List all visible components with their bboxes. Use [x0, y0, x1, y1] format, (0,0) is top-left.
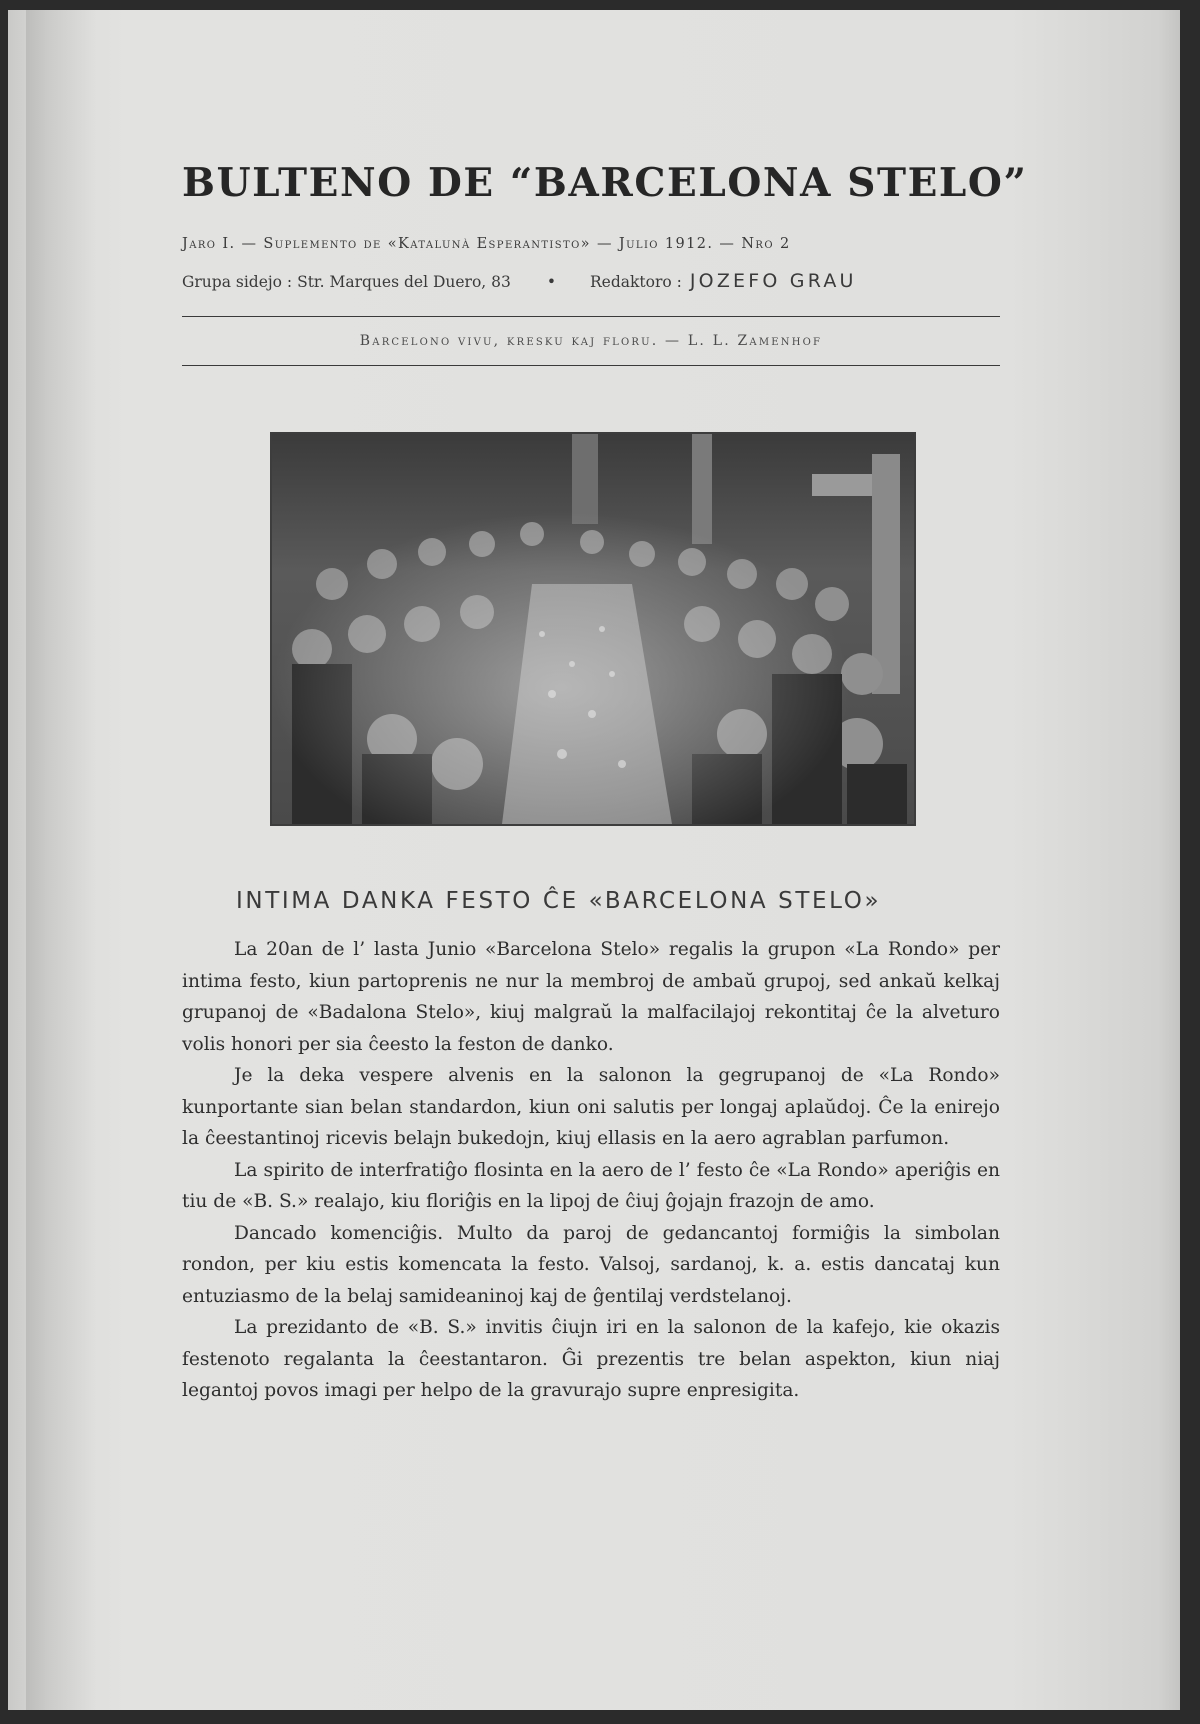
article-paragraph: Dancado komenciĝis. Multo da paroj de gedancantoj formiĝis la simbolan rondon, per kiu estis komencata la festo. Valsoj, sardanoj, k. a. estis dancataj kun entuziasmo de la belaj samideaninoj kaj de ĝentilaj verdstelanoj. — [182, 1222, 1000, 1307]
article-body — [182, 934, 1000, 1407]
address-editor-line — [182, 270, 1000, 292]
page-fold-shadow — [26, 10, 96, 1710]
document-page — [8, 10, 1180, 1710]
editor-name: JOZEFO GRAU — [689, 270, 857, 292]
content-column — [182, 160, 1028, 1407]
banquet-photo-drawing — [272, 434, 914, 824]
article-paragraph: La prezidanto de «B. S.» invitis ĉiujn iri en la salonon de la kafejo, kie okazis festenoto regalanta la ĉeestantaron. Ĝi prezentis tre belan aspekton, kiun niaj legantoj povos imagi per helpo de la gravurajo supre enpresigita. — [182, 1317, 1000, 1401]
article-heading: INTIMA DANKA FESTO ĈE «BARCELONA STELO» — [236, 888, 882, 914]
issue-line-text: Jaro I. — Suplemento de «Katalunà Esperantisto» — Julio 1912. — Nro 2 — [182, 236, 791, 252]
issue-line — [182, 236, 1000, 252]
editor-label: Redaktoro : — [590, 273, 682, 291]
banquet-photo — [270, 432, 916, 826]
bottom-rule — [182, 365, 1000, 366]
article-paragraph: Je la deka vespere alvenis en la salonon la gegrupanoj de «La Rondo» kunportante sian belan standardon, kiun oni salutis per longaj aplaŭdoj. Ĉe la enirejo la ĉeestantinoj ricevis belajn bukedojn, kiuj ellasis en la aero agrablan parfumon. — [182, 1065, 1000, 1149]
article-paragraph: La spirito de interfratiĝo flosinta en la aero de l’ festo ĉe «La Rondo» aperiĝis en tiu de «B. S.» realajo, kiu floriĝis en la lipoj de ĉiuj ĝojajn frazojn de amo. — [182, 1159, 1000, 1212]
separator-bullet: • — [546, 273, 557, 291]
article-paragraph: La 20an de l’ lasta Junio «Barcelona Stelo» regalis la grupon «La Rondo» per intima festo, kiun partoprenis ne nur la membroj de ambaŭ grupoj, sed ankaŭ kelkaj grupanoj de «Badalona Stelo», kiuj malgraŭ la malfacilajoj rekontitaj ĉe la alveturo volis honori per sia ĉeesto la feston de danko. — [182, 939, 1000, 1055]
group-address: Grupa sidejo : Str. Marques del Duero, 83 — [182, 273, 511, 291]
motto: Barcelono vivu, kresku kaj floru. — L. L. Zamenhof — [359, 333, 823, 349]
bulletin-title: BULTENO DE “BARCELONA STELO” — [182, 160, 1028, 206]
